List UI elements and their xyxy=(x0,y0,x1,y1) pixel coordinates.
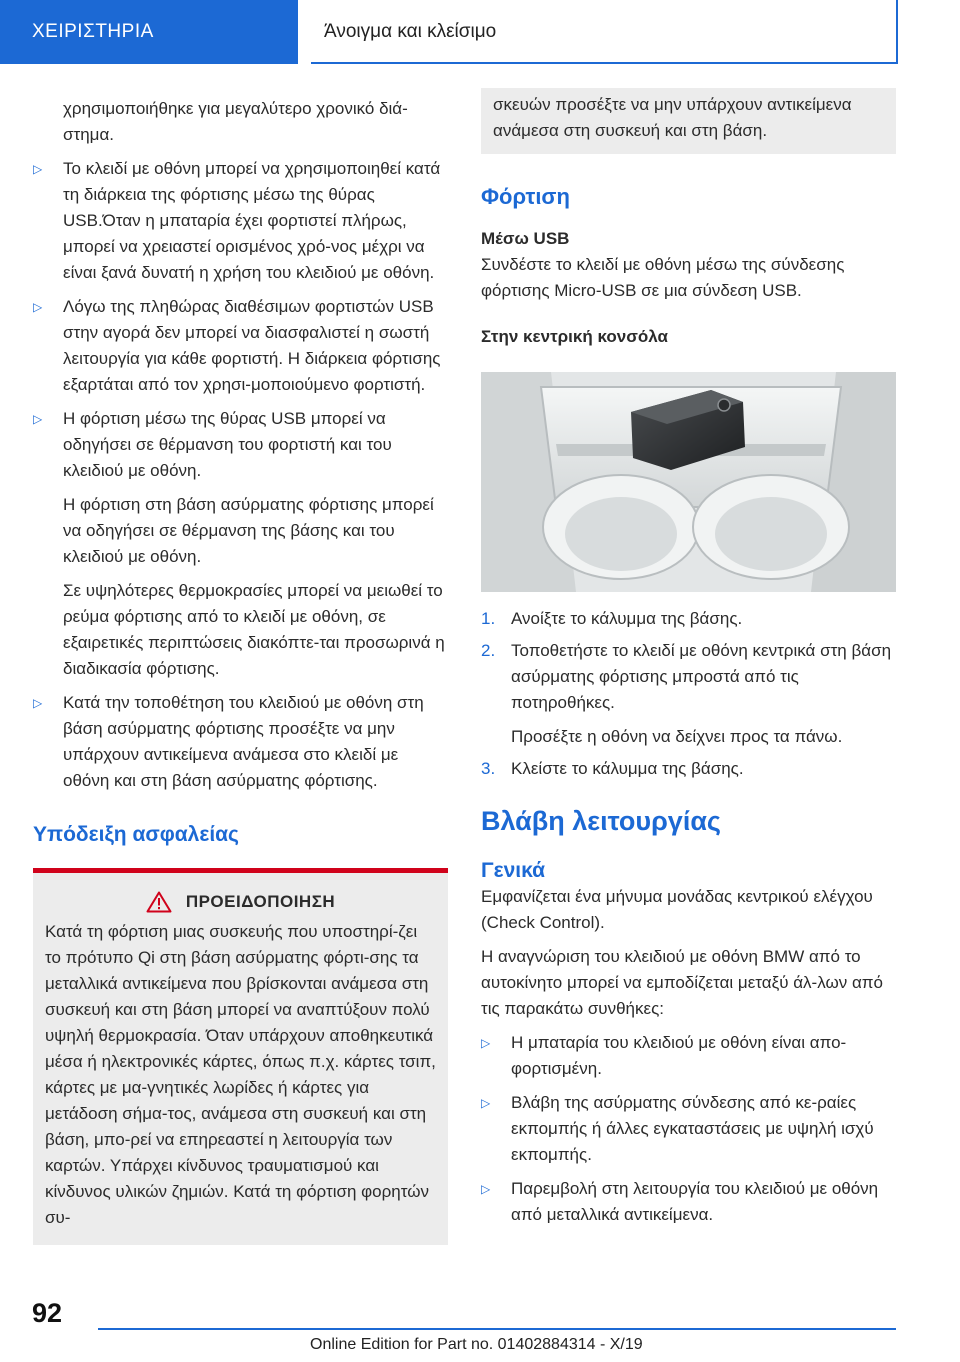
list-item xyxy=(33,156,448,286)
chapter-tab[interactable]: ΧΕΙΡΙΣΤΗΡΙΑ xyxy=(0,0,298,64)
step-number: 1. xyxy=(481,609,496,628)
warning-title: ΠΡΟΕΙΔΟΠΟΙΗΣΗ xyxy=(185,892,336,911)
numbered-step xyxy=(481,756,896,782)
left-column xyxy=(33,96,448,1245)
list-item xyxy=(33,406,448,484)
step-number: 3. xyxy=(481,759,496,778)
general-paragraph: Η αναγνώριση του κλειδιού με οθόνη BMW από το αυτοκίνητο μπορεί να εμποδίζεται μεταξύ άλ-λων από τις παρακάτω συνθήκες: xyxy=(481,947,883,1018)
charging-heading: Φόρτιση xyxy=(481,184,570,209)
warning-box xyxy=(33,873,448,1245)
warning-box-continued xyxy=(481,88,896,154)
console-charging-tray-image xyxy=(481,372,896,592)
list-item xyxy=(481,1030,896,1082)
sub-paragraph: Η φόρτιση στη βάση ασύρματης φόρτισης μπορεί να οδηγήσει σε θέρμανση της βάσης και του κλειδιού με οθόνη. xyxy=(63,495,434,566)
step-text: Ανοίξτε το κάλυμμα της βάσης. xyxy=(511,609,743,628)
usb-heading: Μέσω USB xyxy=(481,229,570,248)
bullet-text: Η μπαταρία του κλειδιού με οθόνη είναι απο-φορτισμένη. xyxy=(511,1033,847,1078)
safety-heading: Υπόδειξη ασφαλείας xyxy=(33,823,239,846)
triangle-bullet-icon: ▷ xyxy=(33,300,43,314)
usb-paragraph: Συνδέστε το κλειδί με οθόνη μέσω της σύνδεσης φόρτισης Micro-USB σε μια σύνδεση USB. xyxy=(481,255,845,300)
triangle-bullet-icon: ▷ xyxy=(481,1182,491,1196)
step-number: 2. xyxy=(481,641,496,660)
step-text: Τοποθετήστε το κλειδί με οθόνη κεντρικά στη βάση ασύρματης φόρτισης μπροστά από τις ποτηροθήκες. xyxy=(511,641,892,712)
list-item xyxy=(481,1176,896,1228)
bullet-text: Η φόρτιση μέσω της θύρας USB μπορεί να οδηγήσει σε θέρμανση του φορτιστή και του κλειδιού με οθόνη. xyxy=(63,409,392,480)
triangle-bullet-icon: ▷ xyxy=(33,412,43,426)
triangle-bullet-icon: ▷ xyxy=(481,1036,491,1050)
step-text: Κλείστε το κάλυμμα της βάσης. xyxy=(511,759,744,778)
general-paragraph: Εμφανίζεται ένα μήνυμα μονάδας κεντρικού ελέγχου (Check Control). xyxy=(481,887,873,932)
bullet-text: Λόγω της πληθώρας διαθέσιμων φορτιστών USB στην αγορά δεν μπορεί να διασφαλιστεί η σωστή λειτουργία για κάθε φορτιστή. Η διάρκεια φόρτισης εξαρτάται από τον χρησι-μοποιούμενο φορτιστή. xyxy=(63,297,441,394)
right-column xyxy=(481,96,896,1228)
console-heading: Στην κεντρική κονσόλα xyxy=(481,327,668,346)
numbered-step xyxy=(481,606,896,632)
page-number: 92 xyxy=(32,1298,63,1328)
triangle-bullet-icon: ▷ xyxy=(481,1096,491,1110)
triangle-bullet-icon: ▷ xyxy=(33,162,43,176)
step-note: Προσέξτε η οθόνη να δείχνει προς τα πάνω. xyxy=(511,727,843,746)
footer-edition-link[interactable]: Online Edition for Part no. 01402884314 - X/19 xyxy=(310,1336,643,1353)
page-title: Άνοιγμα και κλείσιμο xyxy=(311,0,898,64)
intro-paragraph: χρησιμοποιήθηκε για μεγαλύτερο χρονικό διά-στημα. xyxy=(63,99,408,144)
bullet-text: Το κλειδί με οθόνη μπορεί να χρησιμοποιηθεί κατά τη διάρκεια της φόρτισης μέσω της θύρας USB.Όταν η μπαταρία έχει φορτιστεί πλήρως, μπορεί να χρειαστεί ορισμένος χρό-νος μέχρι να είναι ξανά δυνατή η χρήση του κλειδιού με οθόνη. xyxy=(63,159,441,282)
bullet-text: Βλάβη της ασύρματης σύνδεσης από κε-ραίες εκπομπής ή άλλες εγκαταστάσεις με υψηλή ισχύ εκπομπής. xyxy=(511,1093,874,1164)
bullet-text: Κατά την τοποθέτηση του κλειδιού με οθόνη στη βάση ασύρματης φόρτισης προσέξτε να μην υπάρχουν αντικείμενα ανάμεσα στο κλειδί με οθόνη και στη βάση ασύρματης φόρτισης. xyxy=(63,693,424,790)
general-heading: Γενικά xyxy=(481,859,546,882)
list-item xyxy=(481,1090,896,1168)
fault-heading: Βλάβη λειτουργίας xyxy=(481,806,721,836)
warning-triangle-icon xyxy=(146,891,172,913)
footer-rule xyxy=(98,1328,896,1330)
bullet-text: Παρεμβολή στη λειτουργία του κλειδιού με οθόνη από μεταλλικά αντικείμενα. xyxy=(511,1179,879,1224)
numbered-step xyxy=(481,638,896,716)
warning-text-continued: σκευών προσέξτε να μην υπάρχουν αντικείμενα ανάμεσα στη συσκευή και στη βάση. xyxy=(493,95,852,140)
warning-header xyxy=(45,889,436,915)
sub-paragraph: Σε υψηλότερες θερμοκρασίες μπορεί να μειωθεί το ρεύμα φόρτισης από το κλειδί με οθόνη, σε εξαιρετικές περιπτώσεις διακόπτε-ται προσωρινά η διαδικασία φόρτισης. xyxy=(63,581,445,678)
warning-text: Κατά τη φόρτιση μιας συσκευής που υποστηρί-ζει το πρότυπο Qi στη βάση ασύρματης φόρτι-σης τα μεταλλικά αντικείμενα που βρίσκονται ανάμεσα στη συσκευή και στη βάση μπορεί να αναπτύξουν πολύ υψηλή θερμοκρασία. Όταν υπάρχουν αποθηκευτικά μέσα ή ηλεκτρονικές κάρτες, όπως π.χ. κάρτες τσιπ, κάρτες με μα-γνητικές λωρίδες ή κάρτες για μετάδοση σήμα-τος, ανάμεσα στη συσκευή και στη βάση, μπο-ρεί να επηρεαστεί η λειτουργία των καρτών. Υπάρχει κίνδυνος τραυματισμού και κίνδυνος υλικών ζημιών. Κατά τη φόρτιση φορητών συ- xyxy=(45,922,436,1227)
list-item xyxy=(33,690,448,794)
list-item xyxy=(33,294,448,398)
triangle-bullet-icon: ▷ xyxy=(33,696,43,710)
